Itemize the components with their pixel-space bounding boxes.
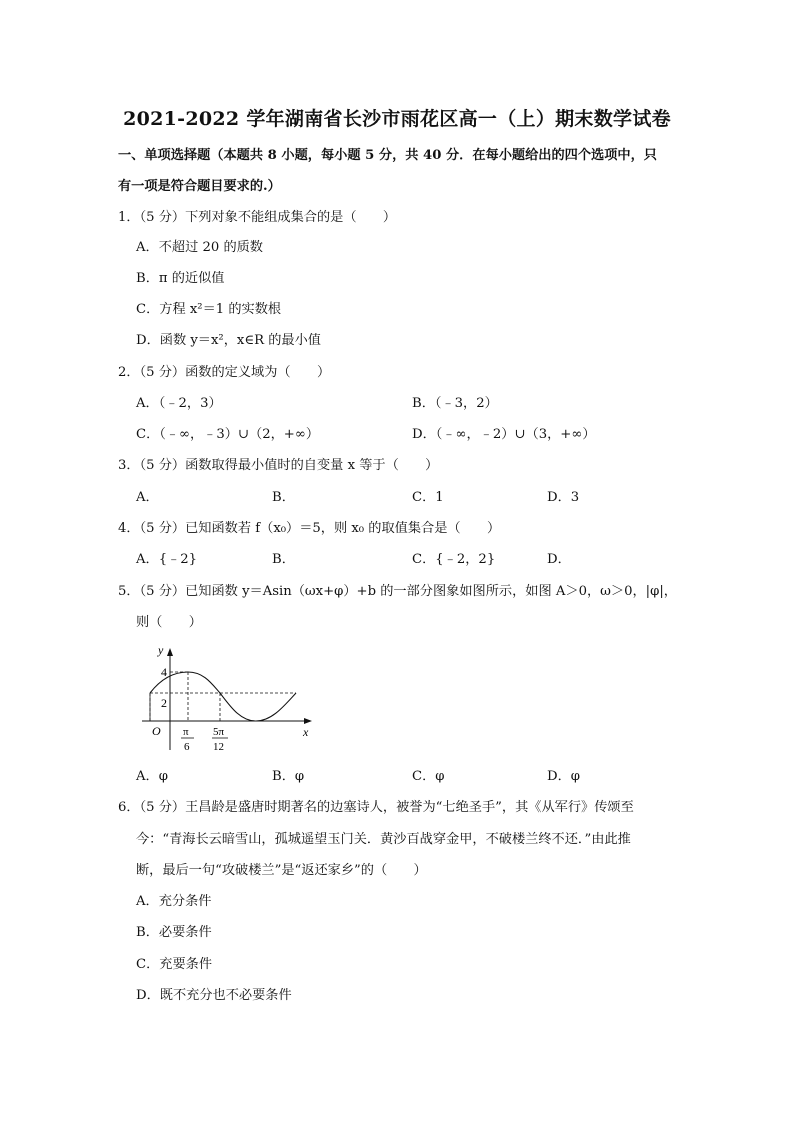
q6-option-a: A．充分条件	[136, 894, 212, 909]
q4-option-d: D．	[547, 552, 571, 567]
q4-option-b: B．	[272, 552, 295, 567]
q3-option-c: C．1	[412, 490, 444, 505]
q3-option-b: B．	[272, 490, 295, 505]
q6-option-d: D．既不充分也不必要条件	[136, 988, 292, 1003]
q5-option-d: D．φ	[547, 769, 580, 784]
question-5-stem-line1: 5．（5 分）已知函数 y＝Asin（ωx+φ）+b 的一部分图象如图所示，如图 A＞0，ω＞0，|φ|，	[118, 584, 677, 599]
question-5-stem-line2: 则（ ）	[136, 615, 202, 630]
q2-option-a: A．（﹣2，3）	[136, 396, 222, 411]
question-6-stem-line2: 今：“青海长云暗雪山，孤城遥望玉门关．黄沙百战穿金甲，不破楼兰终不还．”由此推	[136, 832, 631, 847]
q5-option-c: C．φ	[412, 769, 445, 784]
x-tick-pi-over-6-den: 6	[184, 741, 190, 753]
q4-option-a: A．{﹣2}	[136, 552, 198, 567]
question-2-stem: 2．（5 分）函数的定义域为（ ）	[118, 365, 331, 380]
y-tick-2: 2	[161, 696, 167, 710]
question-1-stem: 1．（5 分）下列对象不能组成集合的是（ ）	[118, 210, 397, 225]
q2-option-d: D．（﹣∞，﹣2）∪（3，+∞）	[412, 427, 596, 442]
q4-option-c: C．{﹣2，2}	[412, 552, 496, 567]
y-tick-4: 4	[161, 665, 167, 679]
question-3-stem: 3．（5 分）函数取得最小值时的自变量 x 等于（ ）	[118, 458, 439, 473]
y-axis-arrow-icon	[167, 648, 173, 656]
sine-graph-figure	[140, 642, 320, 757]
q1-option-d: D．函数 y＝x²，x∈R 的最小值	[136, 333, 321, 348]
q1-option-c: C．方程 x²＝1 的实数根	[136, 302, 282, 317]
q6-option-b: B．必要条件	[136, 925, 212, 940]
origin-label: O	[152, 724, 161, 738]
question-4-stem: 4．（5 分）已知函数若 f（x₀）＝5，则 x₀ 的取值集合是（ ）	[118, 521, 501, 536]
x-axis-arrow-icon	[304, 718, 312, 724]
q2-option-b: B．（﹣3，2）	[412, 396, 498, 411]
x-tick-5pi-over-12-num: 5π	[213, 726, 225, 738]
section-heading-line1: 一、单项选择题（本题共 8 小题，每小题 5 分，共 40 分．在每小题给出的四个选项中，只	[118, 148, 657, 163]
q5-option-a: A．φ	[136, 769, 168, 784]
q5-option-b: B．φ	[272, 769, 305, 784]
q6-option-c: C．充要条件	[136, 957, 213, 972]
q3-option-a: A．	[136, 490, 159, 505]
page-title: 2021-2022 学年湖南省长沙市雨花区高一（上）期末数学试卷	[123, 108, 671, 130]
x-tick-5pi-over-12-den: 12	[213, 741, 224, 753]
section-heading-line2: 有一项是符合题目要求的.）	[118, 179, 281, 194]
x-tick-pi-over-6-num: π	[183, 726, 189, 738]
question-6-stem-line3: 断，最后一句“攻破楼兰”是“返还家乡”的（ ）	[136, 863, 427, 878]
q3-option-d: D．3	[547, 490, 580, 505]
x-axis-label: x	[303, 725, 309, 739]
y-axis-label: y	[158, 643, 164, 657]
q2-option-c: C．（﹣∞，﹣3）∪（2，+∞）	[136, 427, 320, 442]
q1-option-b: B．π 的近似值	[136, 271, 225, 286]
q1-option-a: A．不超过 20 的质数	[136, 240, 263, 255]
question-6-stem-line1: 6．（5 分）王昌龄是盛唐时期著名的边塞诗人，被誉为“七绝圣手”，其《从军行》传颂至	[118, 800, 634, 815]
sine-curve	[150, 672, 296, 721]
